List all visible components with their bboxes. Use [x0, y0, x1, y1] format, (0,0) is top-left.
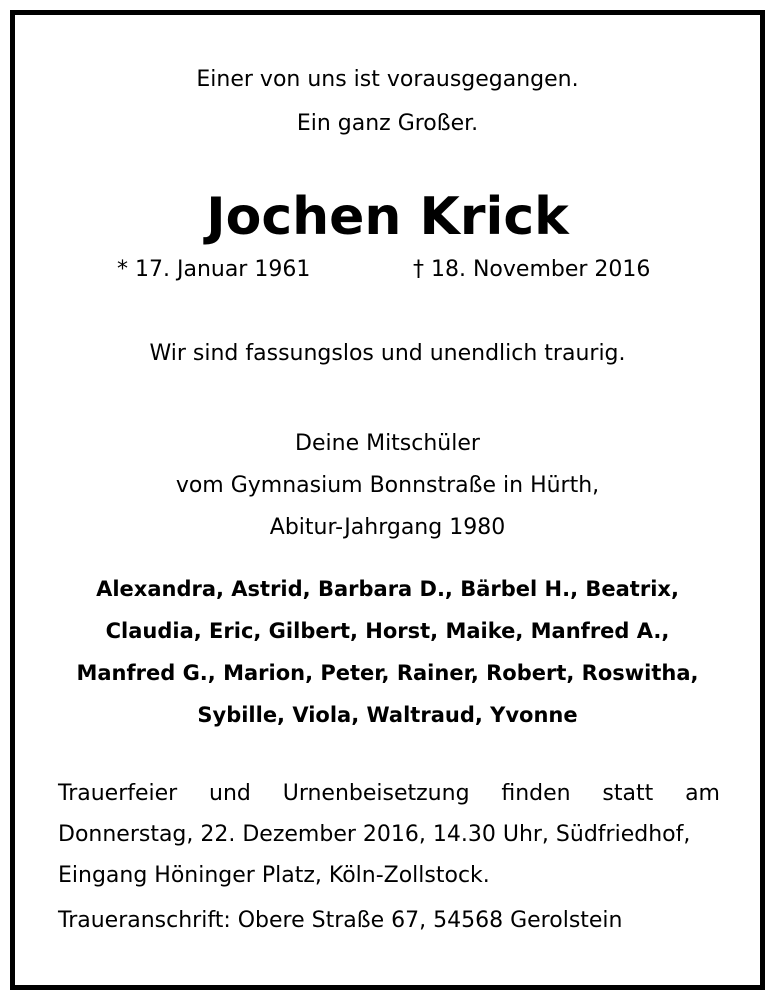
notice-line-2: Donnerstag, 22. Dezember 2016, 14.30 Uhr, Südfriedhof,	[58, 822, 691, 847]
grief-sentence: Wir sind fassungslos und unendlich traurig.	[149, 341, 626, 366]
notice-word: am	[685, 781, 720, 806]
intro-line-1: Einer von uns ist vorausgegangen.	[196, 67, 579, 92]
names-line-2: Claudia, Eric, Gilbert, Horst, Maike, Manfred A.,	[105, 619, 670, 643]
names-line-3: Manfred G., Marion, Peter, Rainer, Robert, Roswitha,	[76, 661, 699, 685]
names-line-4: Sybille, Viola, Waltraud, Yvonne	[197, 703, 578, 727]
senders-line-1: Deine Mitschüler	[295, 431, 480, 456]
notice-word: und	[209, 781, 251, 806]
notice-line-1	[58, 773, 720, 814]
senders-line-3: Abitur-Jahrgang 1980	[269, 515, 506, 540]
notice-word: Trauerfeier	[58, 781, 178, 806]
notice-word: finden	[501, 781, 571, 806]
intro-line-2: Ein ganz Großer.	[296, 111, 479, 136]
notice-word: Urnenbeisetzung	[282, 781, 470, 806]
senders-line-2: vom Gymnasium Bonnstraße in Hürth,	[175, 473, 600, 498]
ceremony-notice	[58, 773, 720, 896]
names-line-1: Alexandra, Astrid, Barbara D., Bärbel H., Beatrix,	[96, 577, 679, 601]
notice-line-3: Eingang Höninger Platz, Köln-Zollstock.	[58, 863, 490, 888]
death-date: † 18. November 2016	[413, 257, 651, 282]
notice-word: statt	[602, 781, 654, 806]
obituary-frame	[10, 10, 765, 990]
birth-date: * 17. Januar 1961	[117, 257, 311, 282]
mourning-address: Traueranschrift: Obere Straße 67, 54568 Gerolstein	[58, 908, 623, 933]
deceased-name: Jochen Krick	[206, 187, 569, 247]
